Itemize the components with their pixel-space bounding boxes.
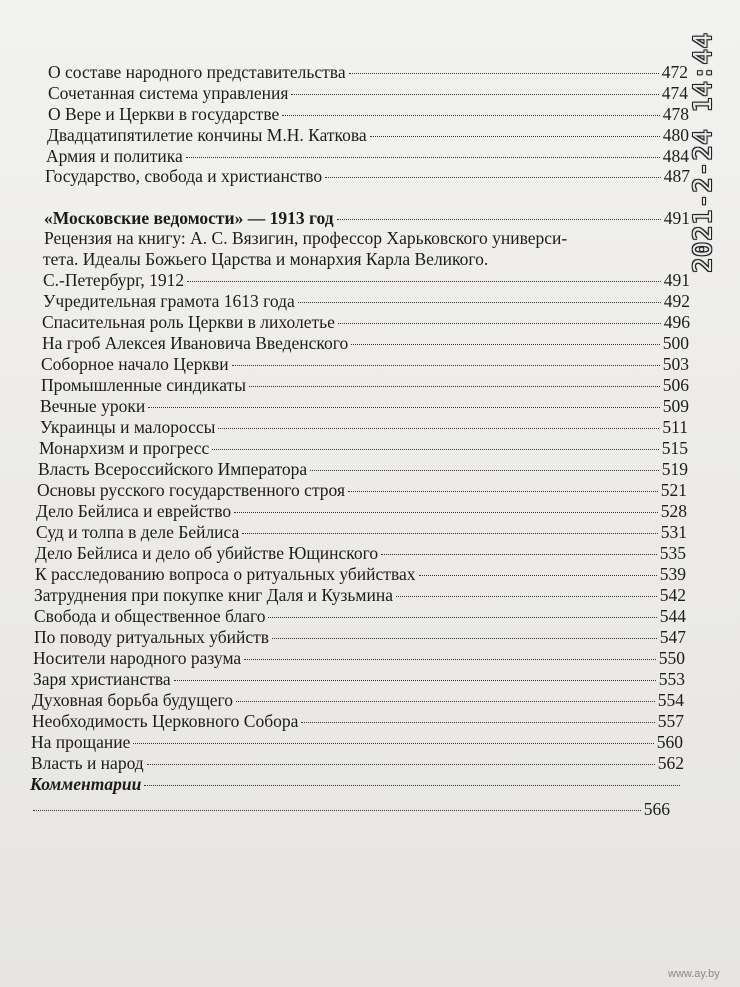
dot-leader [396, 596, 657, 597]
toc-entry-title: Заря христианства [33, 669, 171, 689]
toc-entry [42, 333, 689, 353]
toc-entry-page: 506 [662, 375, 689, 395]
toc-entry-title: Затруднения при покупке книг Даля и Кузьмина [34, 585, 393, 605]
toc-entry [31, 732, 683, 752]
toc-entry-page: 511 [662, 417, 688, 437]
dot-leader [291, 94, 658, 95]
toc-entry-title: К расследованию вопроса о ритуальных убийствах [35, 564, 416, 584]
dot-leader [351, 344, 659, 345]
toc-entry-page: 557 [657, 711, 684, 731]
dot-leader [337, 219, 661, 220]
toc-entry [33, 669, 685, 689]
toc-entry [32, 690, 684, 710]
toc-entry [45, 166, 690, 186]
dot-leader [244, 659, 656, 660]
toc-entry-title: Учредительная грамота 1613 года [43, 291, 295, 311]
dot-leader [212, 449, 658, 450]
toc-entry [48, 83, 688, 103]
toc-entry-title: Спасительная роль Церкви в лихолетье [42, 312, 335, 332]
toc-entry-title: О Вере и Церкви в государстве [48, 104, 280, 124]
toc-entry [38, 459, 688, 479]
toc-entry-title: Власть и народ [31, 753, 144, 773]
toc-entry [40, 396, 689, 416]
toc-entry-page: 566 [643, 799, 670, 819]
toc-entry-title: Монархизм и прогресс [39, 438, 210, 458]
toc-entry [43, 291, 690, 311]
toc-entry-title: На гроб Алексея Ивановича Введенского [42, 333, 349, 353]
toc-entry-title: Свобода и общественное благо [34, 606, 266, 626]
toc-entry-page: 472 [661, 62, 688, 82]
toc-entry [46, 146, 689, 166]
dot-leader [234, 512, 658, 513]
toc-entry-page: 528 [660, 501, 687, 521]
toc-entry-page: 474 [661, 83, 688, 103]
toc-entry [36, 501, 687, 521]
toc-entry-page: 484 [662, 146, 689, 166]
toc-entry [35, 543, 686, 563]
toc-entry [34, 585, 686, 605]
toc-entry-page: 509 [662, 396, 689, 416]
toc-section-heading [30, 774, 683, 794]
dot-leader [249, 386, 660, 387]
toc-entry [41, 375, 689, 395]
toc-entry-page: 519 [661, 459, 688, 479]
dot-leader [348, 491, 658, 492]
toc-entry-title-line: тета. Идеалы Божьего Царства и монархия Карла Великого. [43, 249, 489, 269]
toc-entry-title-line: Рецензия на книгу: А. С. Вязигин, профессор Харьковского универси- [44, 228, 568, 248]
dot-leader [381, 554, 657, 555]
toc-entry [34, 627, 686, 647]
dot-leader [186, 157, 660, 158]
toc-entry-page: 544 [659, 606, 686, 626]
dot-leader [33, 810, 641, 811]
dot-leader [272, 638, 657, 639]
toc-entry-page: 503 [662, 354, 689, 374]
toc-entry-title: Дело Бейлиса и дело об убийстве Ющинского [35, 543, 379, 563]
dot-leader [187, 281, 661, 282]
toc-entry-title: О составе народного представительства [48, 62, 346, 82]
toc-entry-title: С.-Петербург, 1912 [43, 270, 185, 290]
toc-entry [31, 753, 684, 773]
dot-leader [133, 743, 653, 744]
toc-entry-title: Вечные уроки [40, 396, 146, 416]
toc-entry-page: 491 [663, 208, 690, 228]
toc-entry-title: Украинцы и малороссы [40, 417, 216, 437]
watermark: www.ay.by [668, 968, 720, 980]
toc-entry-page: 547 [659, 627, 686, 647]
toc-entry-page: 487 [663, 166, 690, 186]
dot-leader [232, 365, 660, 366]
toc-entry [36, 522, 687, 542]
toc-entry-page: 480 [662, 125, 689, 145]
toc-entry [40, 417, 688, 437]
dot-leader [236, 701, 655, 702]
toc-entry-title: Соборное начало Церкви [41, 354, 229, 374]
toc-entry-page: 521 [660, 480, 687, 500]
toc-entry-title: На прощание [31, 732, 131, 752]
toc-entry-title: Двадцатипятилетие кончины М.Н. Каткова [47, 125, 367, 145]
toc-entry [32, 711, 684, 731]
toc-entry [39, 438, 688, 458]
dot-leader [370, 136, 660, 137]
dot-leader [301, 722, 654, 723]
dot-leader [148, 407, 660, 408]
toc-entry-title: Основы русского государственного строя [37, 480, 346, 500]
dot-leader [147, 764, 655, 765]
toc-entry [35, 564, 686, 584]
dot-leader [310, 470, 659, 471]
dot-leader [242, 533, 657, 534]
toc-entry-title: Армия и политика [46, 146, 183, 166]
toc-entry [47, 125, 689, 145]
toc-entry-title: Необходимость Церковного Собора [32, 711, 299, 731]
dot-leader [282, 115, 659, 116]
toc-entry-title: По поводу ритуальных убийств [34, 627, 270, 647]
dot-leader [338, 323, 661, 324]
toc-entry-page: 554 [657, 690, 684, 710]
toc-entry-page: 531 [660, 522, 687, 542]
toc-entry-title: Суд и толпа в деле Бейлиса [36, 522, 240, 542]
toc-entry-title: Носители народного разума [33, 648, 242, 668]
toc-entry-page: 478 [662, 104, 689, 124]
toc-entry [42, 312, 690, 332]
dot-leader [174, 680, 656, 681]
timestamp-text: 2021-2-24 14:44 [687, 31, 717, 273]
toc-heading-title: Комментарии [30, 774, 142, 794]
toc-entry-title: Власть Всероссийского Императора [38, 459, 308, 479]
dot-leader [218, 428, 659, 429]
toc-entry [43, 270, 690, 290]
toc-entry-page: 560 [656, 732, 683, 752]
toc-entry-page: 550 [658, 648, 685, 668]
toc-entry-page: 492 [663, 291, 690, 311]
dot-leader [349, 73, 659, 74]
toc-heading-title: «Московские ведомости» — 1913 год [44, 208, 334, 228]
toc-entry [37, 480, 687, 500]
toc-entry-page: 542 [659, 585, 686, 605]
toc-entry [48, 104, 689, 124]
timestamp-overlay [672, 22, 732, 282]
dot-leader [419, 575, 657, 576]
toc-entry [33, 648, 685, 668]
dot-leader [268, 617, 656, 618]
toc-section-heading [44, 208, 690, 228]
toc-entry-page: 553 [658, 669, 685, 689]
toc-entry-page: 535 [659, 543, 686, 563]
toc-entry-title: Духовная борьба будущего [32, 690, 234, 710]
toc-entry-title: Дело Бейлиса и еврейство [36, 501, 232, 521]
toc-entry-title: Государство, свобода и христианство [45, 166, 323, 186]
toc-entry-page: 539 [659, 564, 686, 584]
toc-entry [34, 606, 686, 626]
toc-entry-title: Промышленные синдикаты [41, 375, 246, 395]
toc-entry [30, 799, 670, 819]
toc-entry-page: 500 [662, 333, 689, 353]
toc-entry-page: 515 [661, 438, 688, 458]
dot-leader [144, 785, 680, 786]
toc-entry [41, 354, 689, 374]
toc-entry-page: 496 [663, 312, 690, 332]
toc-entry-page: 562 [657, 753, 684, 773]
toc-entry [48, 62, 688, 82]
toc-entry-page: 491 [663, 270, 690, 290]
toc-entry-title: Сочетанная система управления [48, 83, 289, 103]
dot-leader [298, 302, 661, 303]
dot-leader [325, 177, 661, 178]
